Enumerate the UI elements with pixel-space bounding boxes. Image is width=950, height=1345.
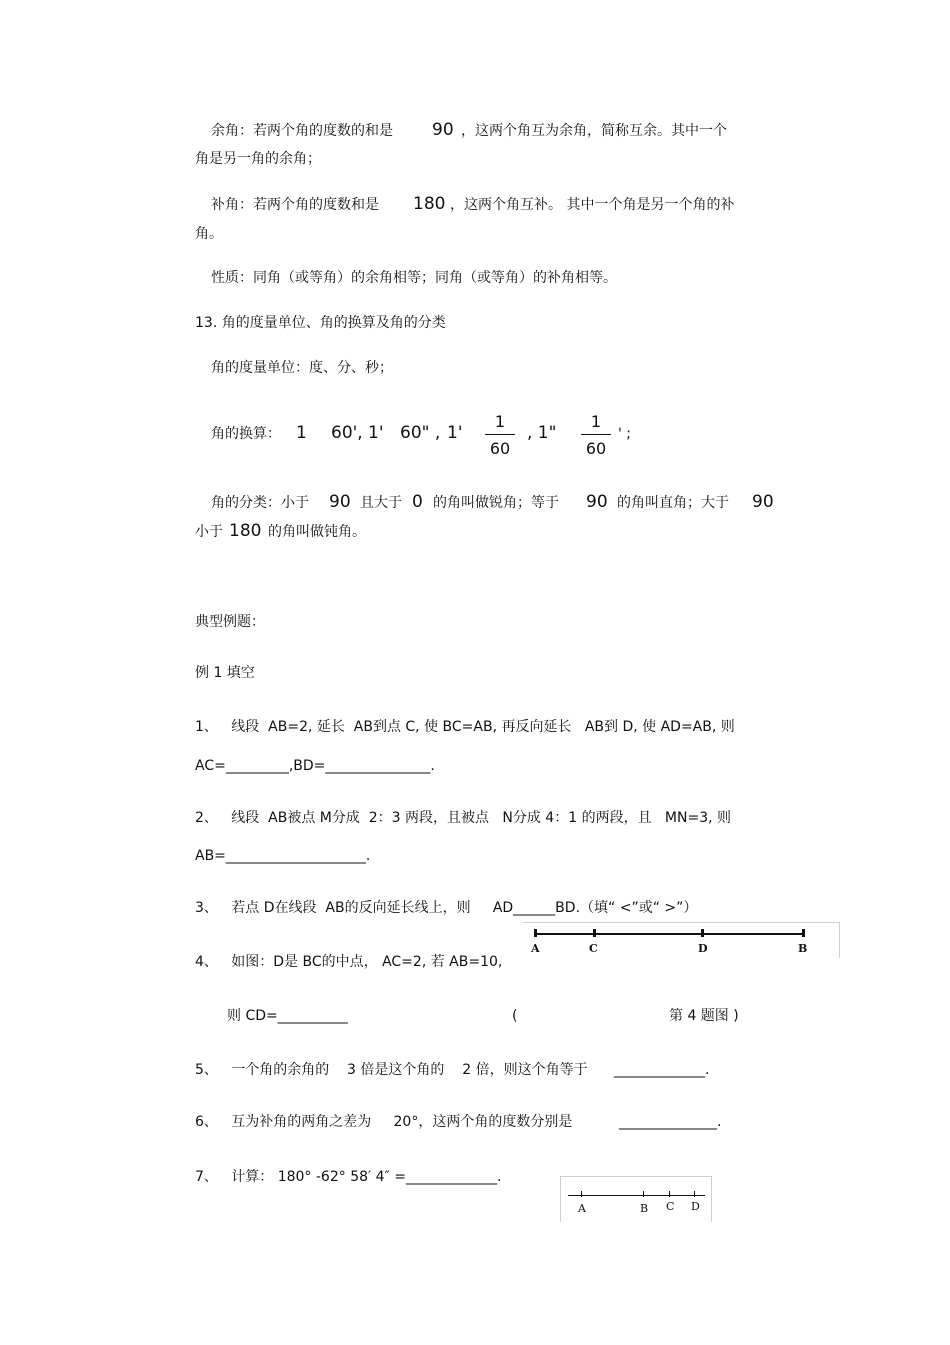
fraction-numerator: 1 [494, 412, 506, 431]
classification-num-90b: 90 [586, 492, 608, 512]
point-label-a: A [578, 1202, 586, 1215]
question-2: 2、 线段 AB被点 M分成 2：3 两段，且被点 N分成 4：1 的两段，且 MN=3, 则 [195, 810, 732, 826]
complementary-angle-sum: 90 [432, 120, 454, 140]
question-5-blank: _____________. [614, 1062, 710, 1078]
point-tick-a [534, 929, 537, 937]
angle-classification: 角的分类：小于 [211, 495, 309, 511]
point-tick-d [694, 1191, 695, 1197]
point-tick-c [669, 1191, 670, 1197]
figure-question-4 [523, 922, 840, 958]
fraction-denominator: 60 [489, 439, 511, 458]
figure-frame-right [711, 1176, 712, 1222]
question-5: 5、 一个角的余角的 3 倍是这个角的 2 倍，则这个角等于 [195, 1062, 588, 1078]
supplementary-angle-definition-line2: 角。 [195, 226, 223, 242]
fraction-numerator: 1 [590, 412, 602, 431]
complementary-angle-definition-line2: 角是另一角的余角； [195, 151, 321, 167]
question-7: 7、 计算： 180° -62° 58′ 4″ =_____________. [195, 1169, 502, 1185]
classification-num-180: 180 [229, 521, 262, 541]
line-segment [535, 933, 805, 935]
point-label-c: C [666, 1200, 675, 1213]
classification-text-c: 的角叫做锐角；等于 [433, 495, 559, 511]
fraction-one-sixtieth-b [581, 412, 611, 458]
figure-frame-top [523, 922, 840, 923]
classification-text-e: 小于 [195, 524, 223, 540]
figure-caption: 第 4 题图 ) [669, 1008, 739, 1024]
classification-num-90c: 90 [752, 492, 774, 512]
point-label-a: A [531, 942, 540, 955]
point-label-b: B [798, 942, 808, 955]
supplementary-angle-definition: 补角：若两个角的度数和是 [211, 197, 379, 213]
section-heading: 13. 角的度量单位、角的换算及角的分类 [195, 315, 446, 331]
angle-property: 性质：同角（或等角）的余角相等；同角（或等角）的补角相等。 [211, 270, 617, 286]
point-tick-b [802, 929, 805, 937]
question-6: 6、 互为补角的两角之差为 20°，这两个角的度数分别是 [195, 1114, 573, 1130]
fraction-denominator: 60 [585, 439, 607, 458]
question-1: 1、 线段 AB=2, 延长 AB到点 C, 使 BC=AB, 再反向延长 AB到 D, 使 AD=AB, 则 [195, 719, 735, 735]
complementary-angle-definition-cont: ，这两个角互为余角，简称互余。其中一个 [461, 123, 727, 139]
fraction-bar [485, 434, 515, 435]
conversion-sixty-minutes: 60', [331, 423, 363, 443]
point-tick-a [581, 1191, 582, 1197]
point-label-b: B [640, 1202, 649, 1215]
angle-conversion-label: 角的换算： [211, 426, 281, 442]
figure-question-7 [560, 1176, 712, 1222]
conversion-one-minute-b: 1' [447, 423, 463, 443]
point-label-d: D [698, 942, 708, 955]
question-4-answer-line: 则 CD=__________ [227, 1008, 348, 1024]
figure-frame-top [560, 1176, 712, 1177]
classification-text-d: 的角叫直角；大于 [617, 495, 729, 511]
conversion-tail: ' ; [618, 426, 632, 442]
question-4: 4、 如图：D是 BC的中点， AC=2, 若 AB=10, [195, 954, 503, 970]
classification-num-0: 0 [412, 492, 423, 512]
point-label-d: D [691, 1200, 700, 1213]
classification-num-90a: 90 [329, 492, 351, 512]
question-1-answer-line: AC=_________,BD=_______________. [195, 758, 435, 774]
supplementary-angle-definition-cont: ，这两个角互补。 其中一个角是另一个角的补 [450, 197, 735, 213]
typical-examples-heading: 典型例题： [195, 614, 265, 630]
point-tick-b [643, 1191, 644, 1197]
point-label-c: C [589, 942, 598, 955]
conversion-one-degree: 1 [296, 423, 307, 443]
point-tick-d [701, 929, 704, 937]
figure-frame-right [839, 922, 840, 958]
conversion-one-minute: 1' [368, 423, 384, 443]
classification-text-b: 且大于 [360, 495, 402, 511]
question-6-blank: ______________. [619, 1114, 722, 1130]
line-segment [568, 1195, 705, 1196]
question-3: 3、 若点 D在线段 AB的反向延长线上，则 AD______BD.（填“ <”或“ >”） [195, 900, 698, 916]
fraction-one-sixtieth-a [485, 412, 515, 458]
figure-frame-left [560, 1176, 561, 1222]
figure-caption-paren: ( [512, 1008, 518, 1024]
supplementary-angle-sum: 180 [413, 194, 446, 214]
complementary-angle-definition: 余角：若两个角的度数的和是 [211, 123, 393, 139]
fraction-bar [581, 434, 611, 435]
conversion-one-second: , 1" [527, 423, 557, 443]
example-1-heading: 例 1 填空 [195, 665, 255, 681]
classification-text-f: 的角叫做钝角。 [268, 524, 366, 540]
point-tick-c [593, 929, 596, 937]
question-2-answer-line: AB=____________________. [195, 848, 371, 864]
angle-units: 角的度量单位：度、分、秒； [211, 360, 393, 376]
conversion-sixty-seconds: 60" , [400, 423, 441, 443]
